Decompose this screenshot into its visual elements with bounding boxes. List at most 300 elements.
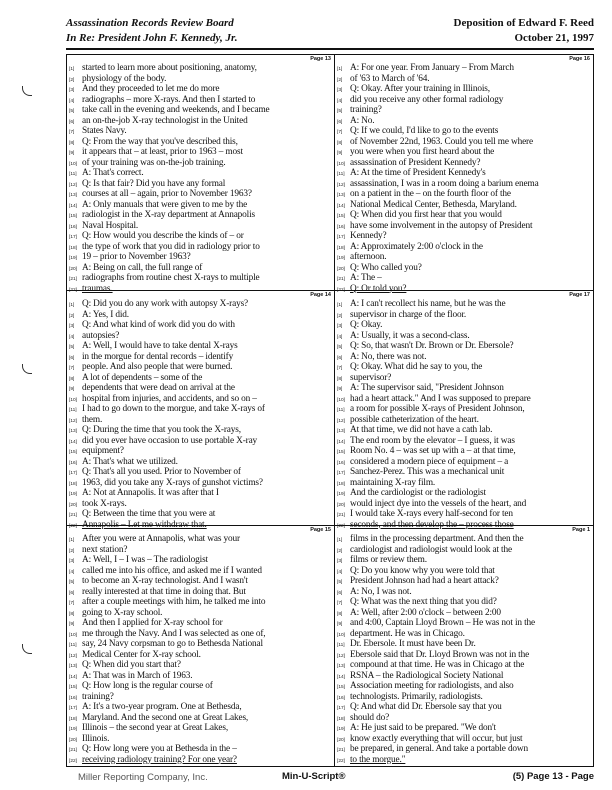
line-number: [18]: [69, 245, 78, 251]
transcript-lines: [69, 299, 332, 530]
board-name: Assassination Records Review Board: [66, 17, 234, 29]
line-number: [9]: [69, 622, 75, 627]
line-text: Medical Center for X-ray school.: [82, 649, 201, 660]
transcript-line: [69, 147, 332, 158]
transcript-line: [69, 210, 332, 221]
line-text: possible catheterization of the heart.: [350, 414, 479, 425]
transcript-line: [337, 692, 591, 703]
line-text: Q: What was the next thing that you did?: [350, 597, 497, 607]
line-text: A: For one year. From January – From March: [350, 63, 514, 73]
line-text: of '63 to March of '64.: [350, 73, 430, 84]
transcript-line: [69, 137, 332, 148]
line-number: [15]: [69, 685, 78, 690]
transcript-page: [335, 291, 593, 530]
line-text: A: He just said to be prepared. "We don't: [350, 723, 496, 733]
line-text: A: Not at Annapolis. It was after that I: [82, 488, 219, 498]
transcript-line: [337, 639, 591, 650]
line-text: the type of work that you did in radiology prior to: [82, 241, 260, 252]
line-number: [12]: [69, 418, 78, 424]
line-text: compound at that time. He was in Chicago at the: [350, 660, 525, 670]
line-number: [12]: [337, 653, 346, 659]
transcript-line: [337, 404, 591, 415]
line-text: supervisor in charge of the floor.: [350, 309, 467, 320]
transcript-line: [69, 618, 332, 629]
transcript-line: [337, 263, 591, 274]
transcript-line: [69, 467, 332, 478]
line-text: cardiologist and radiologist would look at the: [350, 544, 512, 555]
line-text: After you were at Annapolis, what was your: [82, 534, 240, 544]
line-text: after a couple meetings with him, he talked me into: [82, 597, 266, 607]
line-text: films in the processing department. And then the: [350, 534, 524, 544]
line-number: [4]: [69, 98, 75, 104]
line-text: you were when you first heard about the: [350, 147, 495, 157]
line-text: Illinois.: [82, 733, 110, 744]
transcript-line: [69, 734, 332, 745]
line-number: [14]: [69, 674, 78, 680]
page-number: Page 13: [310, 56, 331, 62]
line-number: [10]: [69, 632, 78, 638]
transcript-line: [69, 126, 332, 137]
line-number: [5]: [69, 109, 75, 114]
line-number: [3]: [69, 324, 75, 329]
line-text: autopsies?: [82, 330, 120, 341]
line-text: called me into his office, and asked me if I wanted: [82, 565, 262, 576]
transcript-line: [337, 425, 591, 436]
line-text: seconds, and then develop the – process those: [350, 519, 514, 530]
line-number: [16]: [69, 695, 78, 701]
line-number: [8]: [69, 140, 75, 146]
transcript-line: [69, 425, 332, 436]
line-number: [22]: [69, 523, 78, 529]
line-text: going to X-ray school.: [82, 607, 163, 618]
transcript-line: [337, 147, 591, 158]
transcript-line: [337, 126, 591, 137]
transcript-line: [69, 587, 332, 598]
line-text: 19 – prior to November 1963?: [82, 252, 191, 262]
line-text: considered a modern piece of equipment – a: [350, 456, 509, 467]
transcript-line: [337, 671, 591, 682]
line-number: [2]: [69, 77, 75, 83]
transcript-line: [337, 179, 591, 190]
transcript-line: [69, 415, 332, 426]
line-text: A: No, there was not.: [350, 351, 427, 362]
line-text: Naval Hospital.: [82, 220, 139, 231]
line-number: [11]: [69, 172, 77, 177]
transcript-line: [69, 158, 332, 169]
transcript-line: [69, 478, 332, 489]
line-text: be prepared, in general. And take a portable down: [350, 744, 528, 754]
line-number: [2]: [337, 313, 343, 319]
line-text: department. He was in Chicago.: [350, 628, 465, 639]
line-number: [2]: [69, 548, 75, 554]
transcript-line: [337, 650, 591, 661]
transcript-lines: [69, 534, 332, 765]
line-text: took X-rays.: [82, 498, 127, 509]
line-text: Association meeting for radiologists, and also: [350, 681, 514, 691]
line-text: know exactly everything that will occur, but just: [350, 733, 523, 744]
line-number: [11]: [337, 172, 345, 177]
line-number: [13]: [69, 193, 78, 198]
line-number: [7]: [69, 366, 75, 371]
transcript-line: [69, 692, 332, 703]
deposition-title: Deposition of Edward F. Reed: [453, 17, 594, 29]
transcript-line: [337, 723, 591, 734]
line-text: A: The supervisor said, "President Johnson: [350, 383, 504, 393]
transcript-line: [337, 231, 591, 242]
line-number: [1]: [69, 303, 75, 308]
transcript-line: [337, 734, 591, 745]
line-number: [5]: [337, 109, 343, 114]
line-text: radiographs – more X-rays. And then I started to: [82, 94, 256, 105]
transcript-line: [69, 713, 332, 724]
line-number: [17]: [337, 471, 346, 476]
line-number: [18]: [337, 245, 346, 251]
page-header: [66, 14, 594, 50]
line-number: [19]: [69, 727, 78, 732]
transcript-line: [69, 576, 332, 587]
line-number: [20]: [69, 502, 78, 508]
line-number: [6]: [69, 355, 75, 361]
line-number: [14]: [337, 203, 346, 209]
page-number: Page 16: [569, 56, 590, 62]
line-number: [4]: [69, 569, 75, 575]
transcript-line: [69, 362, 332, 373]
transcript-line: [69, 168, 332, 179]
line-number: [20]: [337, 737, 346, 743]
line-text: Q: How long is the regular course of: [82, 681, 213, 691]
case-name: In Re: President John F. Kennedy, Jr.: [66, 32, 238, 44]
line-text: maintaining X-ray film.: [350, 477, 436, 488]
line-number: [12]: [69, 653, 78, 659]
transcript-line: [69, 252, 332, 263]
line-text: Dr. Ebersole. It must have been Dr.: [350, 639, 476, 649]
transcript-line: [337, 116, 591, 127]
line-number: [11]: [337, 408, 345, 413]
transcript-line: [337, 467, 591, 478]
line-text: A: Well, I – I was – The radiologist: [82, 555, 208, 565]
line-number: [14]: [69, 439, 78, 445]
transcript-lines: [337, 299, 591, 530]
line-number: [21]: [69, 513, 78, 518]
line-text: Q: Okay.: [350, 320, 383, 330]
line-text: Q: Did you do any work with autopsy X-rays?: [82, 299, 249, 309]
line-text: A: That was in March of 1963.: [82, 670, 193, 681]
line-number: [20]: [69, 737, 78, 743]
transcript-line: [69, 242, 332, 253]
line-text: them.: [82, 414, 103, 425]
binder-hole-mark: [22, 86, 32, 96]
line-text: radiographs from routine chest X-rays to multiple: [82, 273, 260, 283]
line-text: Q: When did you start that?: [82, 660, 181, 670]
line-number: [16]: [69, 224, 78, 230]
line-number: [19]: [337, 492, 346, 497]
line-number: [22]: [337, 523, 346, 529]
line-text: radiologist in the X-ray department at Annapolis: [82, 210, 256, 220]
product-mark: Min-U-Script®: [282, 771, 346, 782]
line-text: Annapolis – Let me withdraw that.: [82, 519, 207, 530]
line-number: [13]: [337, 664, 346, 669]
line-text: films or review them.: [350, 555, 427, 565]
line-number: [18]: [69, 716, 78, 722]
line-text: Q: From the way that you've described this,: [82, 136, 238, 147]
line-number: [7]: [69, 130, 75, 135]
line-text: courses at all – again, prior to November 1963?: [82, 189, 252, 199]
line-text: A: That's what we utilized.: [82, 456, 178, 467]
line-number: [17]: [69, 471, 78, 476]
transcript-line: [69, 534, 332, 545]
line-number: [17]: [69, 235, 78, 240]
line-text: in the morgue for dental records – identify: [82, 351, 234, 362]
line-text: Q: Okay. What did he say to you, the: [350, 362, 483, 372]
line-number: [19]: [337, 256, 346, 261]
line-text: had a heart attack." And I was supposed to prepare: [350, 393, 531, 404]
transcript-line: [337, 95, 591, 106]
line-number: [5]: [337, 345, 343, 350]
transcript-line: [337, 555, 591, 566]
line-number: [22]: [69, 758, 78, 764]
line-number: [8]: [337, 611, 343, 617]
line-text: have some involvement in the autopsy of President: [350, 220, 533, 231]
line-number: [3]: [337, 88, 343, 93]
page-reference: (5) Page 13 - Page: [512, 771, 594, 782]
line-number: [11]: [69, 408, 77, 413]
transcript-line: [337, 597, 591, 608]
line-number: [14]: [337, 439, 346, 445]
line-number: [16]: [69, 460, 78, 466]
line-text: And the cardiologist or the radiologist: [350, 488, 486, 498]
line-text: At that time, we did not have a cath lab.: [350, 425, 493, 435]
transcript-line: [69, 404, 332, 415]
line-text: receiving radiology training? For one year?: [82, 754, 237, 765]
line-number: [5]: [337, 580, 343, 585]
transcript-grid: [66, 54, 594, 767]
transcript-line: [69, 744, 332, 755]
line-number: [20]: [337, 266, 346, 272]
transcript-line: [69, 74, 332, 85]
line-text: people. And also people that were burned.: [82, 362, 233, 372]
line-text: A: Approximately 2:00 o'clock in the: [350, 241, 483, 252]
transcript-line: [337, 457, 591, 468]
line-number: [3]: [337, 324, 343, 329]
transcript-line: [69, 394, 332, 405]
line-text: A: That's correct.: [82, 168, 144, 178]
line-text: I would take X-rays every half-second for ten: [350, 509, 513, 519]
line-number: [4]: [337, 334, 343, 340]
line-text: Q: And what did Dr. Ebersole say that you: [350, 702, 502, 712]
transcript-line: [69, 488, 332, 499]
transcript-line: [337, 415, 591, 426]
line-text: Q: Between the time that you were at: [82, 509, 216, 519]
deposition-date: October 21, 1997: [514, 32, 594, 44]
line-number: [18]: [337, 481, 346, 487]
line-text: assassination of President Kennedy?: [350, 157, 481, 168]
transcript-line: [337, 74, 591, 85]
line-number: [22]: [69, 287, 78, 293]
line-number: [1]: [337, 538, 343, 543]
line-text: Q: When did you first hear that you would: [350, 210, 502, 220]
transcript-line: [69, 299, 332, 310]
line-number: [13]: [69, 429, 78, 434]
transcript-line: [337, 755, 591, 766]
transcript-line: [337, 210, 591, 221]
line-text: did you ever have occasion to use portable X-ray: [82, 435, 258, 446]
deposition-info: [454, 16, 594, 46]
line-text: Q: That's all you used. Prior to November of: [82, 467, 241, 477]
line-number: [4]: [337, 569, 343, 575]
line-text: Q: If we could, I'd like to go to the events: [350, 126, 499, 136]
transcript-line: [337, 105, 591, 116]
line-number: [16]: [337, 224, 346, 230]
transcript-line: [337, 383, 591, 394]
line-text: A lot of dependents – some of the: [82, 372, 203, 383]
transcript-line: [69, 221, 332, 232]
line-number: [16]: [337, 460, 346, 466]
line-number: [22]: [337, 758, 346, 764]
line-text: 1963, did you take any X-rays of gunshot victims?: [82, 477, 263, 488]
line-text: Q: Do you know why you were told that: [350, 565, 495, 576]
line-text: A: Well, I would have to take dental X-rays: [82, 341, 238, 351]
line-text: Q: And what kind of work did you do with: [82, 320, 235, 330]
transcript-line: [69, 660, 332, 671]
transcript-line: [337, 436, 591, 447]
line-text: National Medical Center, Bethesda, Maryland.: [350, 199, 517, 210]
line-number: [13]: [69, 664, 78, 669]
transcript-line: [69, 320, 332, 331]
line-number: [15]: [69, 450, 78, 455]
line-text: say, 24 Navy corpsman to go to Bethesda National: [82, 639, 263, 649]
transcript-line: [69, 650, 332, 661]
transcript-line: [69, 179, 332, 190]
transcript-line: [337, 189, 591, 200]
transcript-line: [69, 671, 332, 682]
transcript-line: [69, 84, 332, 95]
line-number: [6]: [337, 119, 343, 125]
line-number: [1]: [337, 303, 343, 308]
line-number: [15]: [69, 214, 78, 219]
line-number: [8]: [69, 376, 75, 382]
transcript-line: [337, 681, 591, 692]
line-number: [9]: [69, 151, 75, 156]
line-text: equipment?: [82, 446, 124, 456]
line-number: [15]: [337, 450, 346, 455]
transcript-line: [69, 639, 332, 650]
line-number: [1]: [337, 67, 343, 72]
line-number: [13]: [337, 193, 346, 198]
transcript-line: [69, 231, 332, 242]
transcript-line: [337, 63, 591, 74]
transcript-line: [69, 457, 332, 468]
line-number: [11]: [337, 643, 345, 648]
line-number: [18]: [69, 481, 78, 487]
line-number: [12]: [69, 182, 78, 188]
transcript-line: [337, 608, 591, 619]
transcript-line: [337, 221, 591, 232]
line-text: A: The –: [350, 273, 382, 283]
binder-hole-mark: [22, 644, 32, 654]
reporting-company: Miller Reporting Company, Inc.: [78, 772, 208, 783]
line-number: [12]: [337, 182, 346, 188]
transcript-line: [337, 660, 591, 671]
line-text: A: At the time of President Kennedy's: [350, 168, 486, 178]
line-number: [16]: [337, 695, 346, 701]
line-number: [12]: [337, 418, 346, 424]
transcript-line: [337, 629, 591, 640]
line-text: A: Being on call, the full range of: [82, 262, 203, 273]
transcript-line: [337, 331, 591, 342]
transcript-line: [337, 545, 591, 556]
transcript-line: [69, 273, 332, 284]
line-text: A: Only manuals that were given to me by the: [82, 199, 248, 210]
line-number: [10]: [337, 161, 346, 167]
line-number: [7]: [337, 130, 343, 135]
line-number: [6]: [69, 119, 75, 125]
line-number: [17]: [337, 706, 346, 711]
line-number: [3]: [69, 88, 75, 93]
line-number: [19]: [69, 256, 78, 261]
transcript-line: [69, 597, 332, 608]
line-number: [21]: [337, 748, 346, 753]
line-text: a room for possible X-rays of President Johnson,: [350, 404, 525, 414]
line-text: Kennedy?: [350, 231, 387, 241]
line-text: Q: Is that fair? Did you have any formal: [82, 178, 226, 189]
transcript-line: [69, 189, 332, 200]
line-number: [14]: [69, 203, 78, 209]
line-text: RSNA – the Radiological Society National: [350, 670, 504, 681]
line-text: Q: How long were you at Bethesda in the –: [82, 744, 237, 754]
line-number: [11]: [69, 643, 77, 648]
line-text: technologists. Primarily, radiologists.: [350, 691, 483, 702]
line-text: afternoon.: [350, 252, 387, 262]
transcript-line: [69, 341, 332, 352]
page-number: Page 15: [310, 527, 331, 533]
transcript-line: [69, 755, 332, 766]
line-text: A: I can't recollect his name, but he was the: [350, 299, 506, 309]
page-footer: [66, 770, 594, 786]
transcript-line: [337, 702, 591, 713]
line-number: [19]: [337, 727, 346, 732]
transcript-line: [69, 310, 332, 321]
line-number: [10]: [69, 161, 78, 167]
page-number: Page 17: [569, 292, 590, 298]
transcript-line: [69, 105, 332, 116]
transcript-line: [69, 352, 332, 363]
line-text: States Navy.: [82, 126, 127, 136]
line-number: [21]: [337, 277, 346, 282]
transcript-line: [337, 446, 591, 457]
transcript-line: [337, 713, 591, 724]
line-number: [4]: [337, 98, 343, 104]
transcript-lines: [337, 534, 591, 765]
line-text: Ebersole said that Dr. Lloyd Brown was not in the: [350, 649, 530, 660]
line-number: [10]: [337, 397, 346, 403]
line-number: [6]: [337, 355, 343, 361]
line-text: Room No. 4 – was set up with a – at that time,: [350, 446, 516, 456]
line-number: [1]: [69, 67, 75, 72]
transcript-line: [337, 566, 591, 577]
line-number: [13]: [337, 429, 346, 434]
transcript-line: [337, 587, 591, 598]
line-text: started to learn more about positioning, anatomy,: [82, 63, 257, 73]
transcript-line: [337, 394, 591, 405]
line-text: Maryland. And the second one at Great Lakes,: [82, 712, 249, 723]
line-number: [8]: [69, 611, 75, 617]
transcript-line: [337, 362, 591, 373]
line-text: did you receive any other formal radiology: [350, 94, 504, 105]
line-number: [15]: [337, 685, 346, 690]
transcript-line: [337, 84, 591, 95]
line-number: [3]: [69, 559, 75, 564]
line-number: [6]: [69, 590, 75, 596]
